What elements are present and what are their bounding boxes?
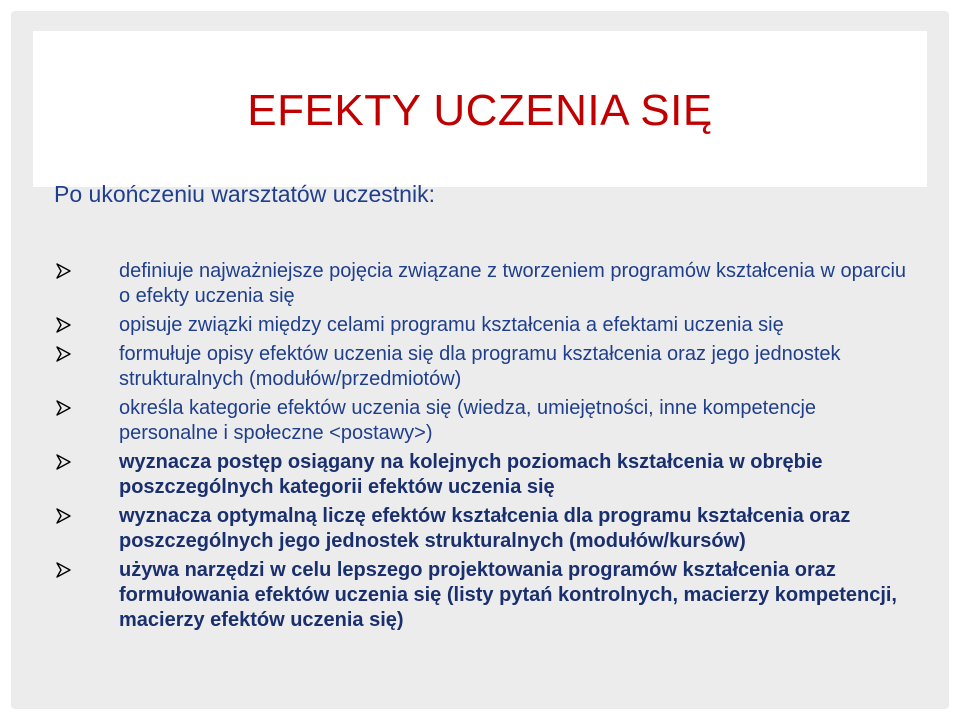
slide xyxy=(11,11,949,709)
list-item xyxy=(54,259,914,309)
arrowhead-bullet-icon xyxy=(54,315,74,335)
bullet-text: wyznacza postęp osiągany na kolejnych poziomach kształcenia w obrębie poszczególnych kategorii efektów uczenia się xyxy=(119,451,823,498)
slide-title: EFEKTY UCZENIA SIĘ xyxy=(247,86,713,135)
arrowhead-bullet-icon xyxy=(54,506,74,526)
arrowhead-bullet-icon xyxy=(54,560,74,580)
arrowhead-bullet-icon xyxy=(54,344,74,364)
title-band xyxy=(33,31,927,187)
list-item xyxy=(54,558,914,633)
list-item xyxy=(54,313,914,338)
intro-text: Po ukończeniu warsztatów uczestnik: xyxy=(54,181,435,207)
arrowhead-bullet-icon xyxy=(54,261,74,281)
list-item xyxy=(54,504,914,554)
list-item xyxy=(54,342,914,392)
arrowhead-bullet-icon xyxy=(54,398,74,418)
bullet-text: używa narzędzi w celu lepszego projektowania programów kształcenia oraz formułowania efektów uczenia się (listy pytań kontrolnych, macierzy kompetencji, macierzy efektów uczenia się) xyxy=(119,559,897,631)
arrowhead-bullet-icon xyxy=(54,452,74,472)
bullet-text: określa kategorie efektów uczenia się (wiedza, umiejętności, inne kompetencje personalne i społeczne <postawy>) xyxy=(119,397,817,444)
list-item xyxy=(54,396,914,446)
bullet-text: wyznacza optymalną liczę efektów kształcenia dla programu kształcenia oraz poszczególnych jego jednostek strukturalnych (modułów/kursów) xyxy=(119,505,851,552)
bullet-text: definiuje najważniejsze pojęcia związane z tworzeniem programów kształcenia w oparciu o efekty uczenia się xyxy=(119,260,907,307)
bullet-list xyxy=(54,259,914,637)
bullet-text: opisuje związki między celami programu kształcenia a efektami uczenia się xyxy=(119,314,784,336)
list-item xyxy=(54,450,914,500)
bullet-text: formułuje opisy efektów uczenia się dla programu kształcenia oraz jego jednostek strukturalnych (modułów/przedmiotów) xyxy=(119,343,841,390)
